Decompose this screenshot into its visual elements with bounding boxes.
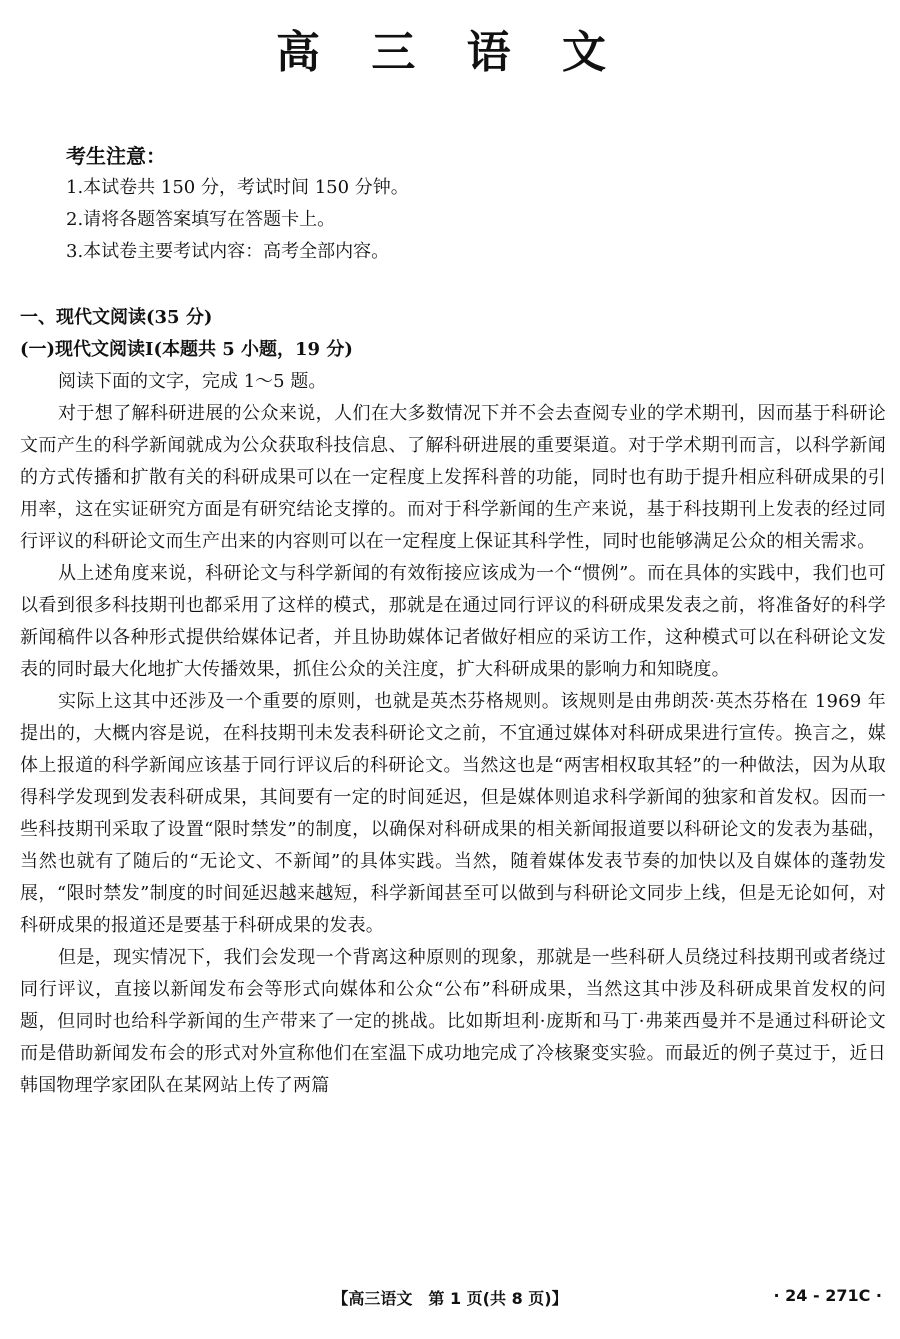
- paragraph-1: 对于想了解科研进展的公众来说，人们在大多数情况下并不会去查阅专业的学术期刊，因而基于科研论文而产生的科学新闻就成为公众获取科技信息、了解科研进展的重要渠道。对于学术期刊而言，以科学新闻的方式传播和扩散有关的科研成果可以在一定程度上发挥科普的功能，同时也有助于提升相应科研成果的引用率，这在实证研究方面是有研究结论支撑的。而对于科学新闻的生产来说，基于科技期刊上发表的经过同行评议的科研论文而生产出来的内容则可以在一定程度上保证其科学性，同时也能够满足公众的相关需求。: [20, 403, 886, 552]
- footer-exam-code: · 24 - 271C ·: [773, 1286, 882, 1305]
- paragraph-3: 实际上这其中还涉及一个重要的原则，也就是英杰芬格规则。该规则是由弗朗茨·英杰芬格在 1969 年提出的，大概内容是说，在科技期刊未发表科研论文之前，不宜通过媒体对科研成果进行宣传。换言之，媒体上报道的科学新闻应该基于同行评议后的科研论文。当然这也是“两害相权取其轻”的一种做法，因为从取得科学发现到发表科研成果，其间要有一定的时间延迟，但是媒体则追求科学新闻的独家和首发权。因而一些科技期刊采取了设置“限时禁发”的制度，以确保对科研成果的相关新闻报道要以科研论文的发表为基础，当然也就有了随后的“无论文、不新闻”的具体实践。当然，随着媒体发表节奏的加快以及自媒体的蓬勃发展，“限时禁发”制度的时间延迟越来越短，科学新闻甚至可以做到与科研论文同步上线，但是无论如何，对科研成果的报道还是要基于科研成果的发表。: [20, 691, 886, 936]
- section-heading: 一、现代文阅读(35 分): [20, 307, 213, 328]
- page-title: 高 三 语 文: [276, 27, 624, 78]
- notice-heading: 考生注意：: [66, 144, 166, 168]
- exam-notice: [66, 140, 846, 268]
- footer-page-info: 【高三语文 第 1 页(共 8 页)】: [332, 1289, 568, 1308]
- paragraph-4: 但是，现实情况下，我们会发现一个背离这种原则的现象，那就是一些科研人员绕过科技期刊或者绕过同行评议，直接以新闻发布会等形式向媒体和公众“公布”科研成果，当然这其中涉及科研成果首发权的问题，但同时也给科学新闻的生产带来了一定的挑战。比如斯坦利·庞斯和马丁·弗莱西曼并不是通过科研论文而是借助新闻发布会的形式对外宣称他们在室温下成功地完成了冷核聚变实验。而最近的例子莫过于，近日韩国物理学家团队在某网站上传了两篇: [20, 947, 886, 1096]
- notice-item-2: 2.请将各题答案填写在答题卡上。: [66, 209, 336, 230]
- reading-section: [20, 302, 886, 1102]
- subsection-heading: (一)现代文阅读Ⅰ(本题共 5 小题，19 分): [20, 339, 353, 360]
- notice-item-3: 3.本试卷主要考试内容：高考全部内容。: [66, 241, 390, 262]
- notice-item-1: 1.本试卷共 150 分，考试时间 150 分钟。: [66, 177, 409, 198]
- reading-instruction: 阅读下面的文字，完成 1～5 题。: [58, 371, 327, 392]
- page-footer: [0, 1286, 900, 1316]
- paragraph-2: 从上述角度来说，科研论文与科学新闻的有效衔接应该成为一个“惯例”。而在具体的实践中，我们也可以看到很多科技期刊也都采用了这样的模式，那就是在通过同行评议的科研成果发表之前，将准备好的科学新闻稿件以各种形式提供给媒体记者，并且协助媒体记者做好相应的采访工作，这种模式可以在科研论文发表的同时最大化地扩大传播效果，抓住公众的关注度，扩大科研成果的影响力和知晓度。: [20, 563, 886, 680]
